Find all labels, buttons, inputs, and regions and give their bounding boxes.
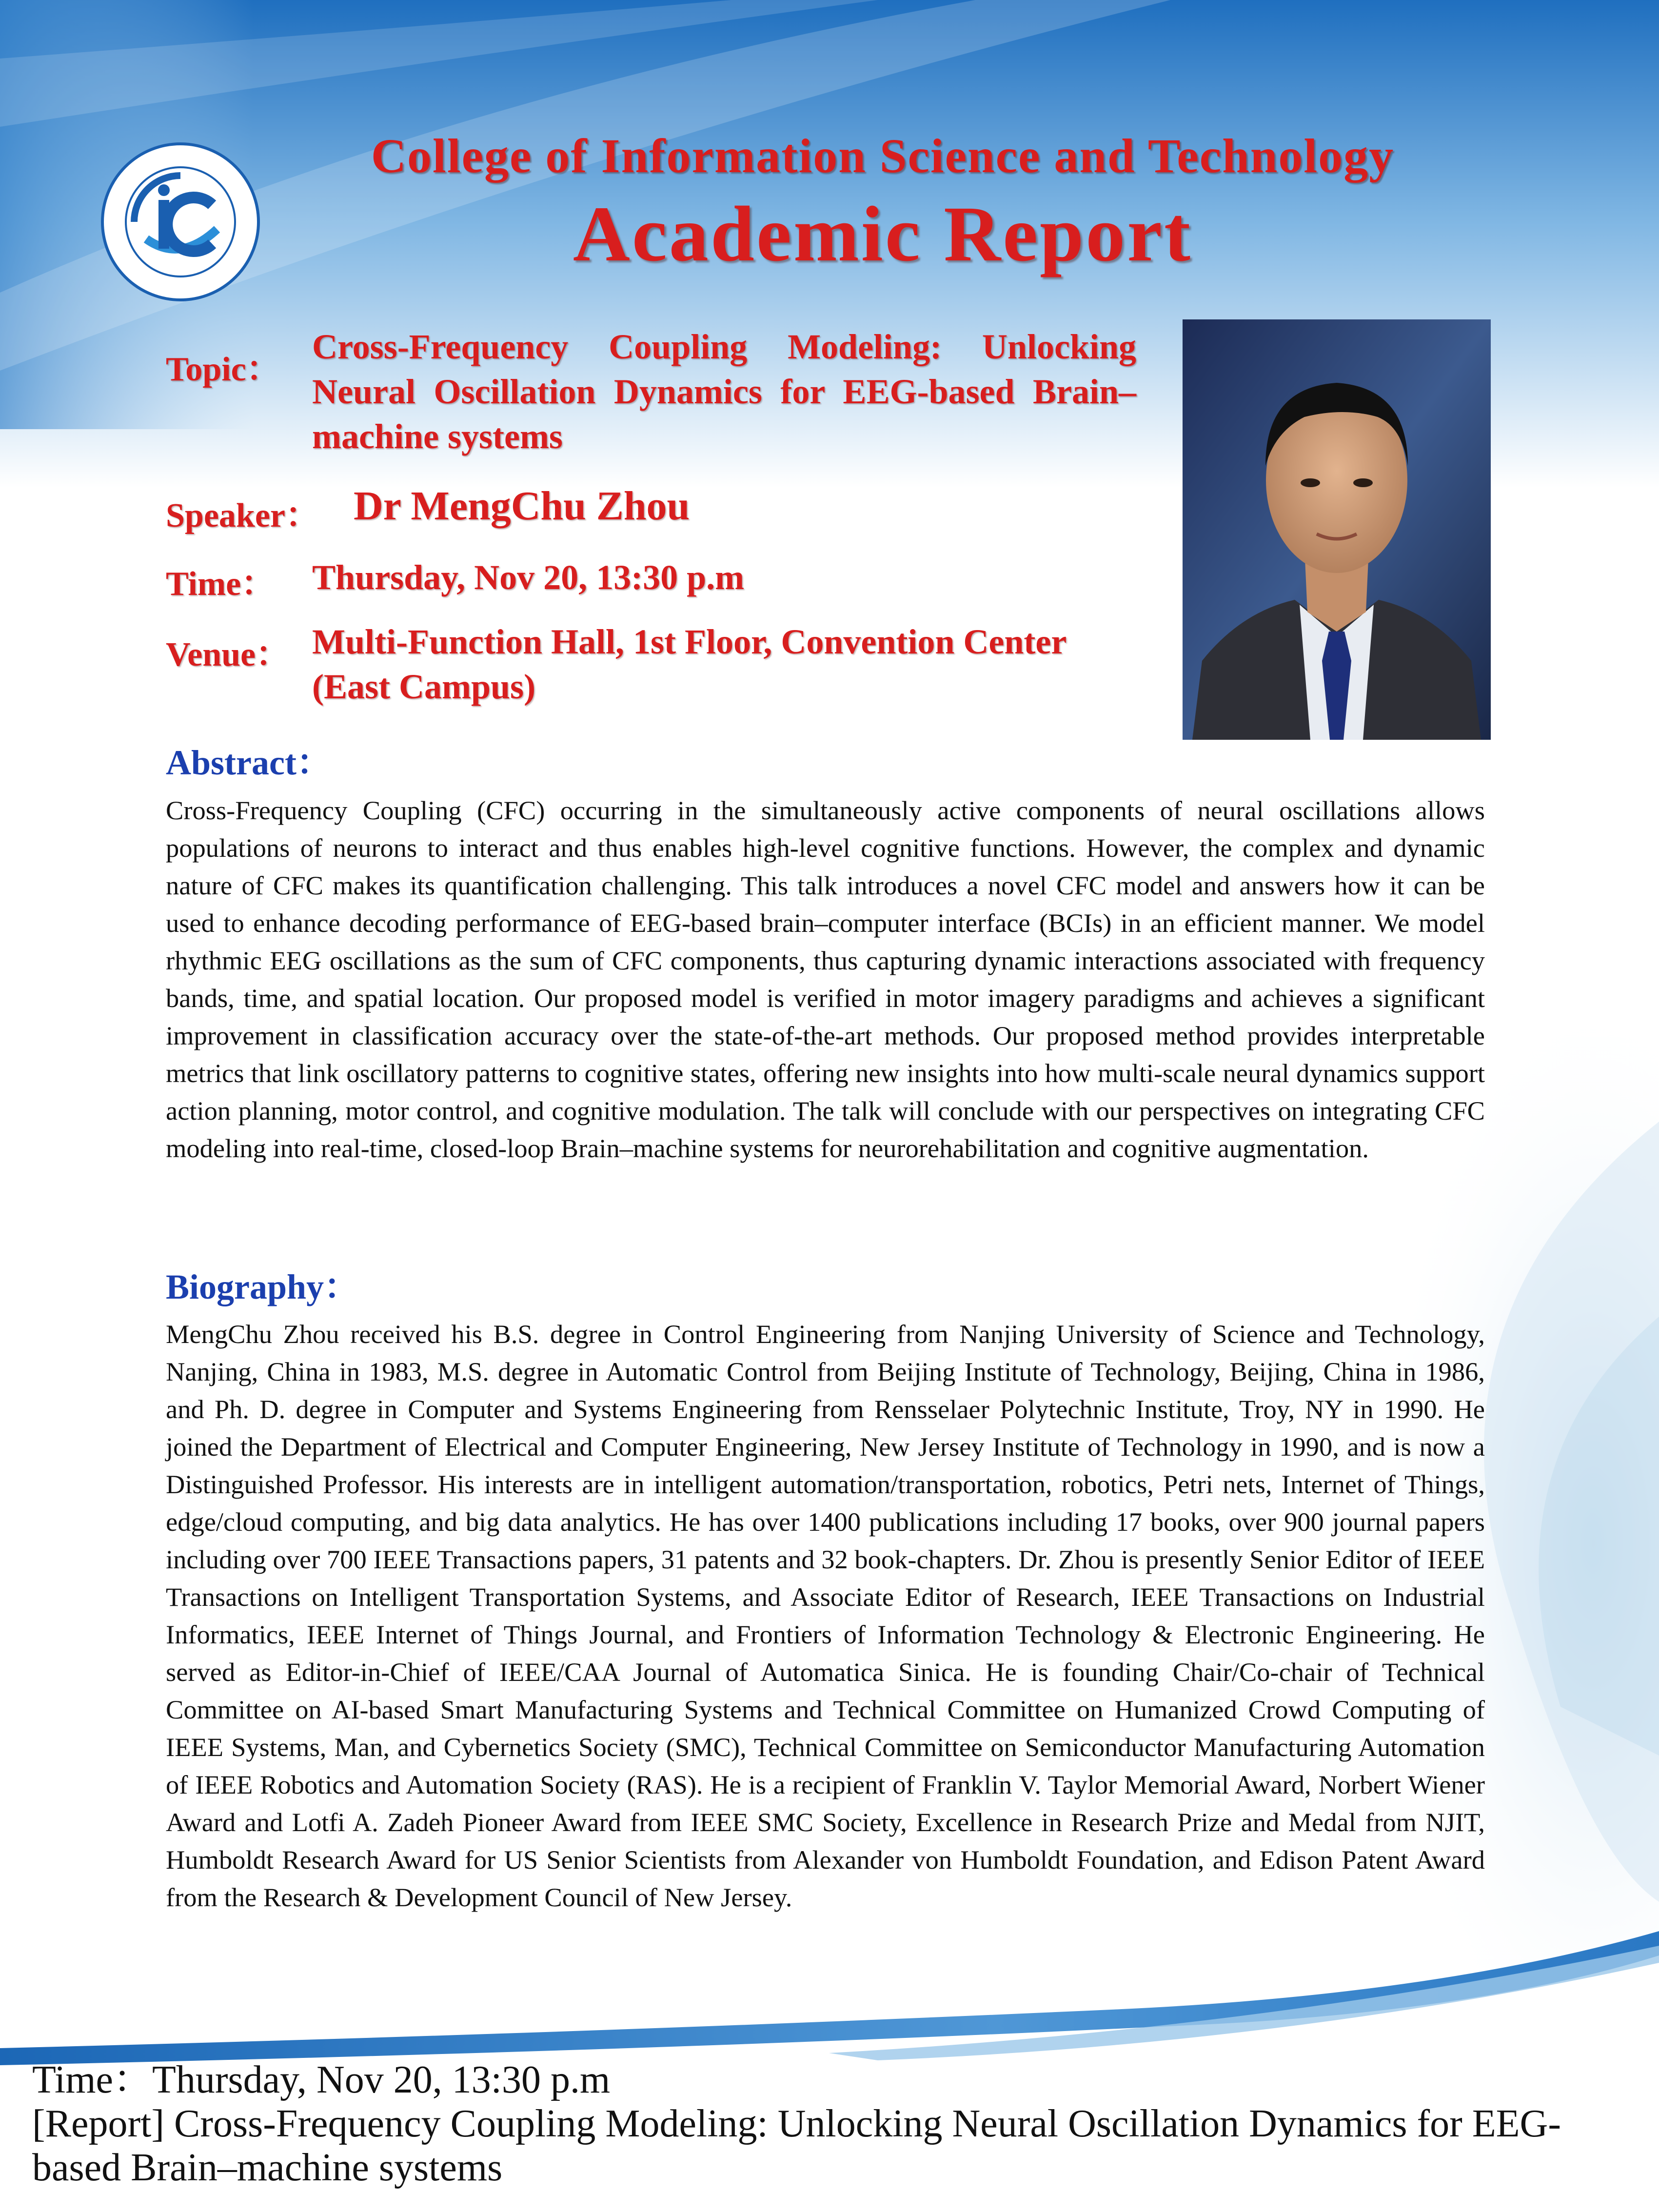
time-label: Time： bbox=[166, 565, 276, 603]
topic-text: Cross-Frequency Coupling Modeling: Unlocking Neural Oscillation Dynamics for EEG-based Brain–machine systems bbox=[312, 327, 1136, 456]
page-title: Academic Report bbox=[573, 191, 1193, 278]
biography-heading: Biography： bbox=[166, 1267, 359, 1306]
biography-text: MengChu Zhou received his B.S. degree in Control Engineering from Nanjing University of Science and Technology, Nanjing, China in 1983, M.S. degree in Automatic Control from Beijing Institute of Technology, Beijing, China in 1986, and Ph. D. degree in Computer and Systems Engineering from Rensselaer Polytechnic Institute, Troy, NY in 1990. He joined the Department of Electrical and Computer Engineering, New Jersey Institute of Technology in 1990, and is now a Distinguished Professor. His interests are in intelligent automation/transportation, robotics, Petri nets, Internet of Things, edge/cloud computing, and big data analytics. He has over 1400 publications including 17 books, over 900 journal papers including over 700 IEEE Transactions papers, 31 patents and 32 book-chapters. Dr. Zhou is presently Senior Editor of IEEE Transactions on Intelligent Transportation Systems, and Associate Editor of Research, IEEE Transactions on Industrial Informatics, IEEE Internet of Things Journal, and Frontiers of Information Technology & Electronic Engineering. He served as Editor-in-Chief of IEEE/CAA Journal of Automatica Sinica. He is founding Chair/Co-chair of Technical Committee on AI-based Smart Manufacturing Systems and Technical Committee on Humanized Crowd Computing of IEEE Systems, Man, and Cybernetics Society (SMC), Technical Committee on Semiconductor Manufacturing Automation of IEEE Robotics and Automation Society (RAS). He is a recipient of Franklin V. Taylor Memorial Award, Norbert Wiener Award and Lotfi A. Zadeh Pioneer Award from IEEE SMC Society, Excellence in Research Prize and Medal from NJIT, Humboldt Research Award for US Senior Scientists from Alexander von Humboldt Foundation, and Edison Patent Award from the Research & Development Council of New Jersey. bbox=[166, 1319, 1485, 1912]
speaker-portrait bbox=[1183, 319, 1491, 740]
abstract-heading: Abstract： bbox=[166, 743, 332, 782]
footer-summary bbox=[20, 2058, 1648, 2190]
topic-label: Topic： bbox=[166, 351, 280, 388]
abstract-text: Cross-Frequency Coupling (CFC) occurring in the simultaneously active components of neural oscillations allows populations of neurons to interact and thus enables high-level cognitive functions. However, the complex and dynamic nature of CFC makes its quantification challenging. This talk introduces a novel CFC model and answers how it can be used to enhance decoding performance of EEG-based brain–computer interface (BCIs) in an efficient manner. We model rhythmic EEG oscillations as the sum of CFC components, thus capturing dynamic interactions associated with frequency bands, time, and spatial location. Our proposed model is verified in motor imagery paradigms and achieves a significant improvement in classification accuracy over the state-of-the-art methods. Our proposed method provides interpretable metrics that link oscillatory patterns to cognitive states, offering new insights into how multi-scale neural dynamics support action planning, motor control, and cognitive modulation. The talk will conclude with our perspectives on integrating CFC modeling into real-time, closed-loop Brain–machine systems for neurorehabilitation and cognitive augmentation. bbox=[166, 795, 1485, 1163]
speaker-name: Dr MengChu Zhou bbox=[354, 483, 690, 529]
footer-report: [Report] Cross-Frequency Coupling Modeling: Unlocking Neural Oscillation Dynamics for EEG-based Brain–machine systems bbox=[32, 2102, 1561, 2189]
college-emblem-icon bbox=[100, 141, 261, 302]
speaker-label: Speaker： bbox=[166, 497, 319, 534]
venue-value: Multi-Function Hall, 1st Floor, Convention Center (East Campus) bbox=[312, 622, 1066, 706]
footer-time: Time：Thursday, Nov 20, 13:30 p.m bbox=[32, 2058, 611, 2101]
venue-label: Venue： bbox=[166, 636, 290, 673]
college-name: College of Information Science and Technology bbox=[371, 129, 1395, 183]
time-value: Thursday, Nov 20, 13:30 p.m bbox=[312, 558, 745, 597]
